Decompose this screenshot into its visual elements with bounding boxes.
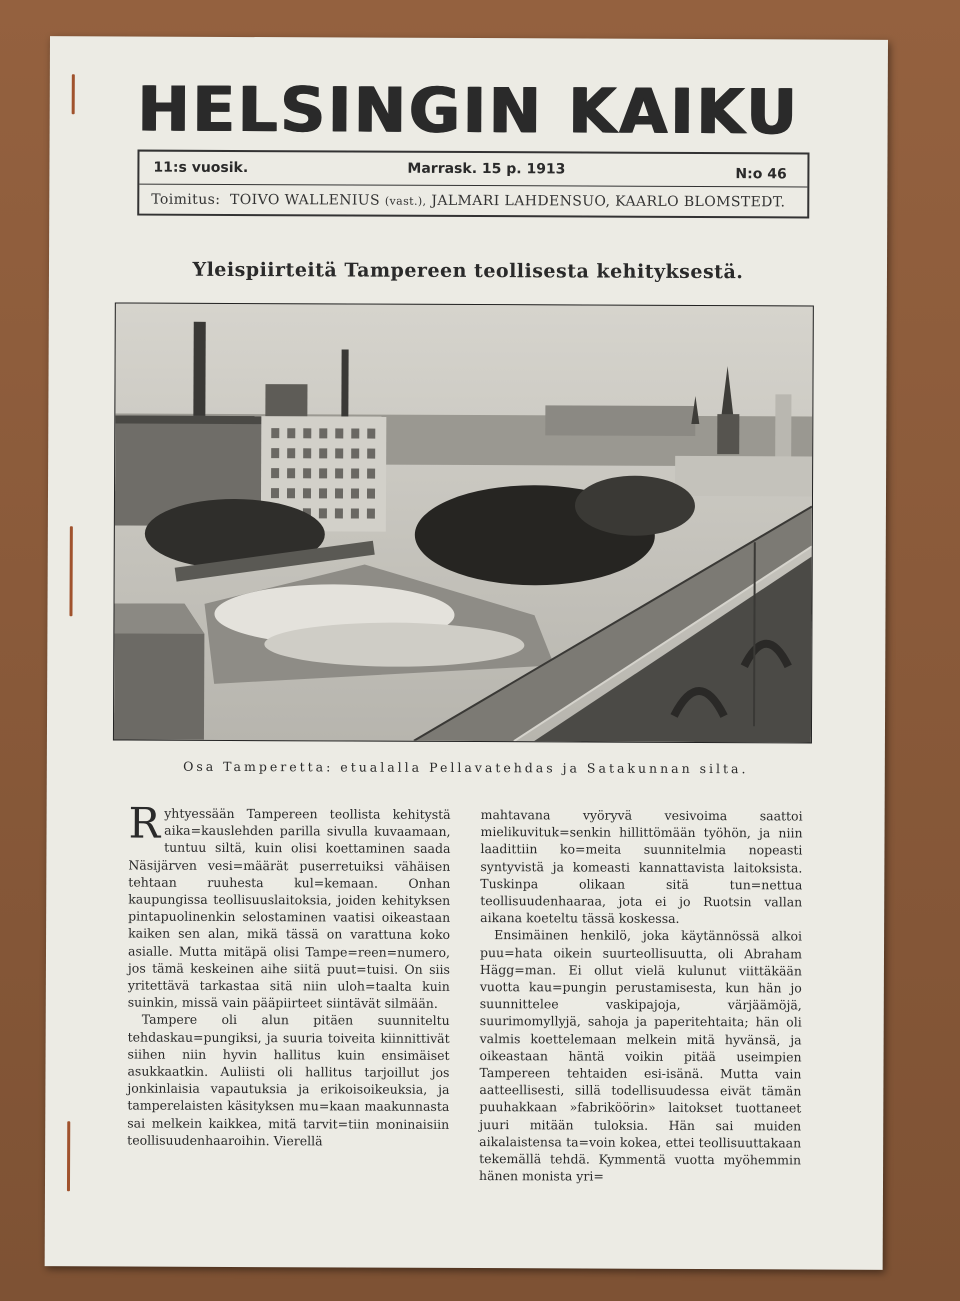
article-column-right (479, 806, 803, 1186)
volume-label: 11:s vuosik. (153, 159, 249, 177)
article-paragraph: Ryhtyessään Tampereen teollista kehitystä aika=kauslehden parilla sivulla kuvaamaan, tuntuu siltä, kuin olisi koettaminen saada Näsijärven vesi=määrät puserretuiksi vähäisen tehtaan ruuhesta kul=kemaan. Onhan kaupungissa teollisuuslaitoksia, joiden kehityksen pintapuolinenkin selostaminen vaatisi oikeastaan kaiken sen alan, mikä tässä on varattuna koko asialle. Mutta mitäpä olisi Tampe=reen=numero, jos tämä keskeinen aihe siitä puut=tuisi. On siis yritettävä tarkastaa sitä niin uloh=taalta kuin suinkin, missä vain pääpiirteet siintävät silmään. (127, 798, 451, 1012)
binding-staple (69, 526, 72, 616)
editor-note: (vast.), (384, 194, 427, 208)
article-column-left (127, 798, 451, 1150)
binding-staple (67, 1121, 70, 1191)
article-paragraph: Ensimäinen henkilö, joka käytännössä alkoi puu=hata oikein suurteollisuutta, oli Abraham Hägg=man. Ei ollut vielä kulunut viittäkään vuotta kau=pungin perustamisesta, kun hän jo suunnittelee vaskipajoja, värjäämöjä, suurimomyllyjä, sahoja ja paperitehtaita; hän oli valmis koettelemaan melkein mitä hyvänsä, ja oikeastaan häntä voikin pitää useimpien Tampereen tehtaiden esi-isänä. Mutta vain aatteellisesti, sillä todellisuudessa eivät tämän puuhakkaan »fabriköörin» laitokset tuottaneet juuri mitään tuloksia. Hän sai muiden aikalaistensa ta=voin kokea, ettei teollisuuttakaan tekemällä tehdä. Kymmentä vuotta myöhemmin hänen monista yri= (479, 927, 803, 1184)
photo-caption: Osa Tamperetta: etualalla Pellavatehdas ja Satakunnan silta. (183, 758, 749, 777)
drop-cap: R (128, 798, 161, 848)
divider (139, 184, 807, 188)
editor-names: JALMARI LAHDENSUO, KAARLO BLOMSTEDT. (431, 192, 786, 211)
article-paragraph: Tampere oli alun pitäen suunniteltu tehdaskau=pungiksi, ja suuria toiveita kiinnittivät siihen niin hyvin hallitus kuin ensimäiset asukkaatkin. Auliisti oli hallitus tarjoillut jos jonkinlaisia vapautuksia ja erikoisoikeuksia, ja tamperelaisten käsityksen mu=kaan maakunnasta sai melkein kaikkea, mitä tarvit=tiin moninaisiin teollisuudenhaaroihin. Vierellä (127, 1012, 450, 1149)
dateline-box (137, 150, 809, 219)
editors-label: Toimitus: (151, 191, 221, 208)
masthead-title: HELSINGIN KAIKU (137, 72, 801, 149)
issue-number: N:o 46 (735, 166, 787, 183)
editors-line (151, 192, 785, 211)
newspaper-page (45, 36, 888, 1270)
article-headline: Yleispiirteitä Tampereen teollisesta kehityksestä. (192, 258, 744, 284)
tampere-photo (113, 302, 814, 743)
editor-name: TOIVO WALLENIUS (230, 191, 381, 209)
article-paragraph: mahtavana vyöryvä vesivoima saattoi mielikuvituk=senkin hillittömään työhön, ja niin laadittiin ko=meita suunnitelmia nopeasti syntyvistä ja komeasti kannattavista laitoksista. Tuskinpa olikaan sitä tun=nettua teollisuudenhaaraa, jota ei jo Ruotsin vallan aikana koeteltu tässä koskessa. (480, 807, 803, 927)
issue-date: Marrask. 15 p. 1913 (407, 160, 566, 178)
binding-staple (72, 74, 75, 114)
